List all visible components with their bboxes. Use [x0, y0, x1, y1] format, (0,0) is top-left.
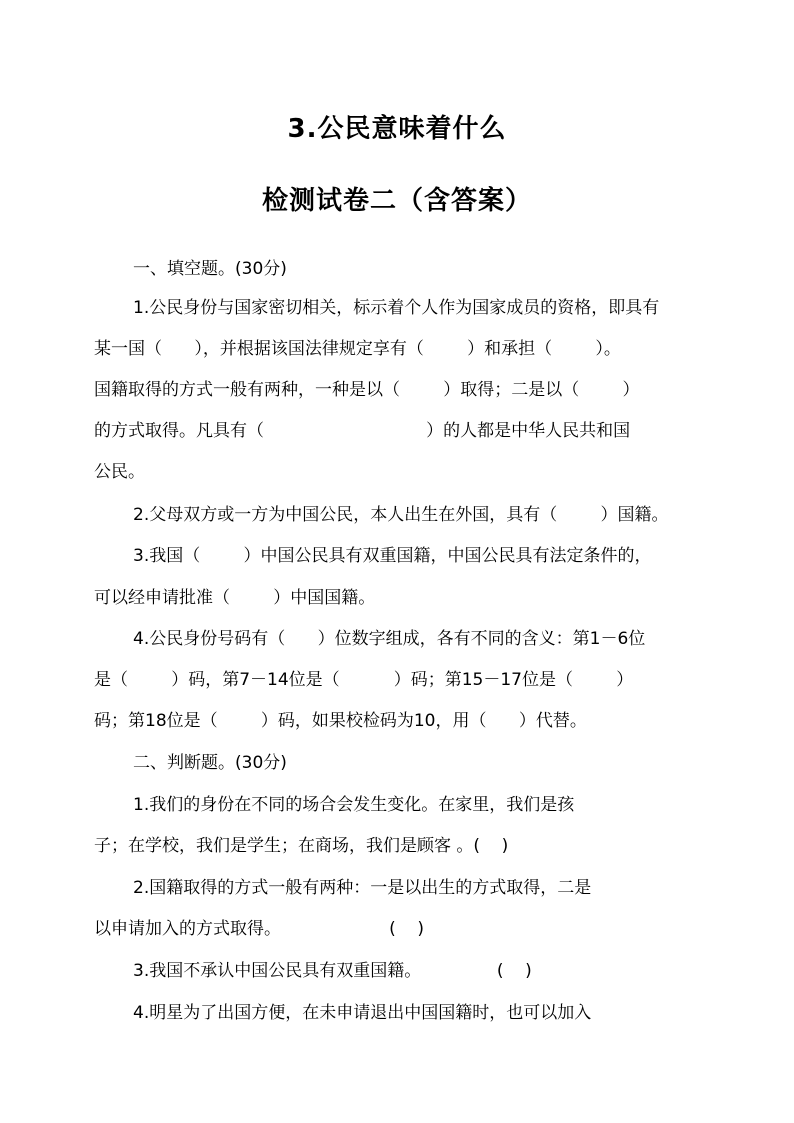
section-heading-true-false: 二、判断题。(30分) [133, 753, 287, 773]
question-line: 4.公民身份号码有（ ）位数字组成，各有不同的含义：第1－6位 [133, 629, 646, 649]
question-line: 是（ ）码，第7－14位是（ ）码；第15－17位是（ ） [94, 670, 634, 690]
question-line: 某一国（ ），并根据该国法律规定享有（ ）和承担（ ）。 [94, 339, 621, 359]
page-subtitle: 检测试卷二（含答案） [261, 186, 532, 216]
question-line: 2.国籍取得的方式一般有两种：一是以出生的方式取得，二是 [133, 878, 592, 898]
question-line: 的方式取得。凡具有（ ）的人都是中华人民共和国 [94, 421, 631, 441]
question-line: 2.父母双方或一方为中国公民，本人出生在外国，具有（ ）国籍。 [133, 505, 669, 525]
question-line: 码；第18位是（ ）码，如果校检码为10，用（ ）代替。 [94, 711, 587, 731]
question-line: 4.明星为了出国方便，在未申请退出中国国籍时，也可以加入 [133, 1003, 592, 1023]
question-line: 以申请加入的方式取得。 ( ) [94, 919, 424, 939]
question-line: 子；在学校，我们是学生；在商场，我们是顾客 。( ) [94, 836, 509, 856]
question-line: 公民。 [94, 462, 145, 482]
question-line: 1.公民身份与国家密切相关，标示着个人作为国家成员的资格，即具有 [133, 298, 660, 318]
question-line: 1.我们的身份在不同的场合会发生变化。在家里，我们是孩 [133, 795, 575, 815]
section-heading-fill-blank: 一、填空题。(30分) [133, 259, 287, 279]
question-line: 国籍取得的方式一般有两种，一种是以（ ）取得；二是以（ ） [94, 380, 640, 400]
question-line: 3.我国不承认中国公民具有双重国籍。 ( ) [133, 961, 532, 981]
question-line: 可以经申请批准（ ）中国国籍。 [94, 588, 376, 608]
question-line: 3.我国（ ）中国公民具有双重国籍，中国公民具有法定条件的， [133, 546, 652, 566]
page-title: 3.公民意味着什么 [287, 114, 507, 144]
